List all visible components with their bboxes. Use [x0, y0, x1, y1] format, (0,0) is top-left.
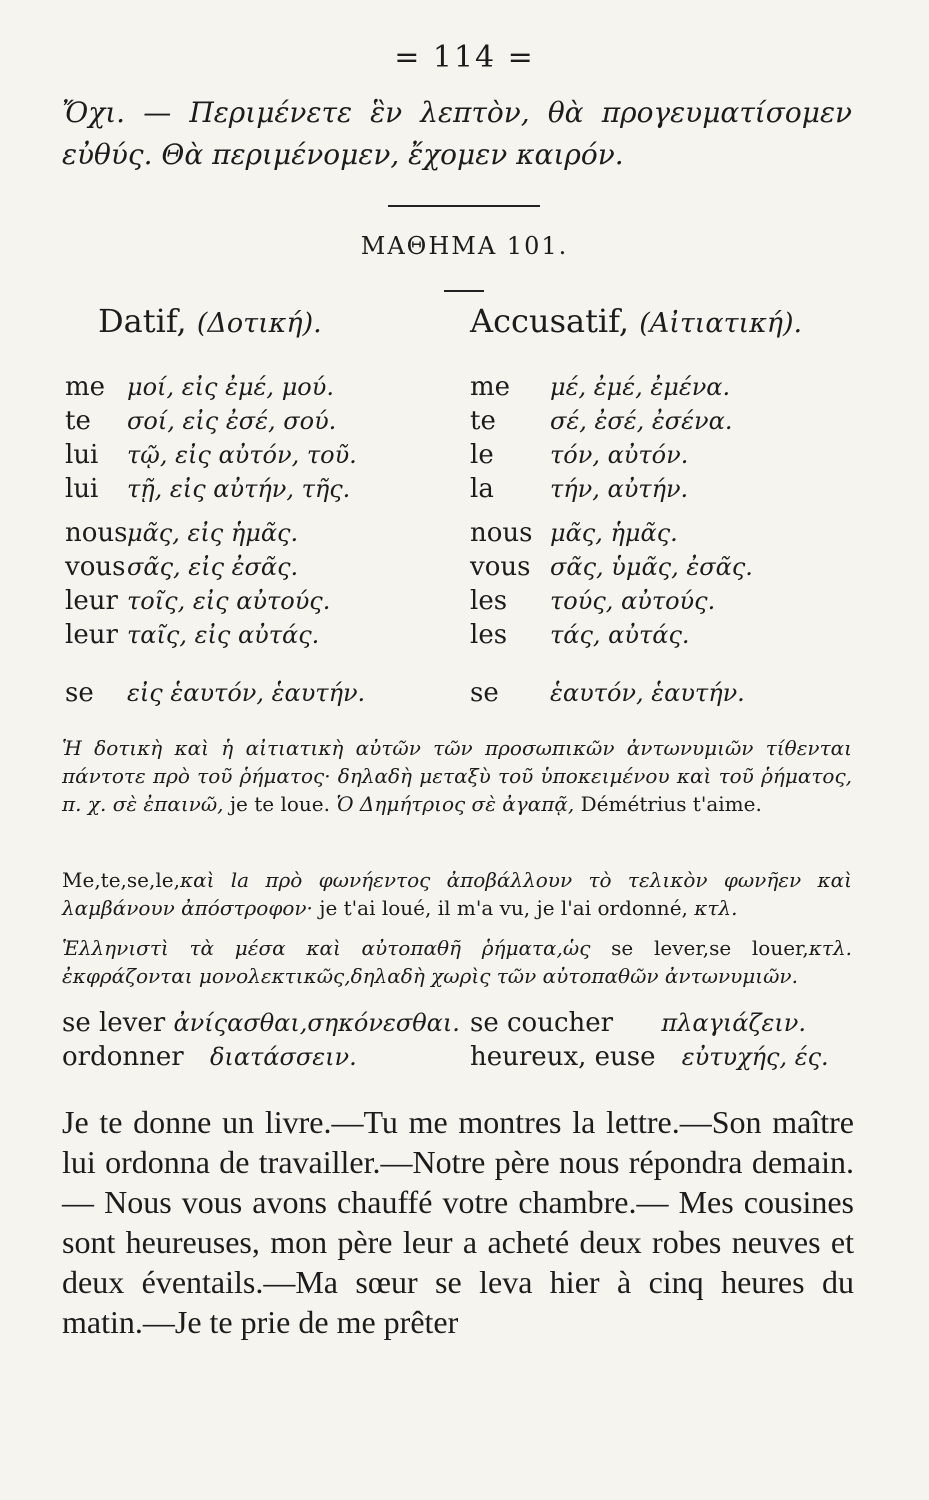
accusatif-fr: nous — [470, 518, 533, 548]
accusatif-fr: les — [470, 586, 508, 616]
datif-fr: se — [65, 678, 94, 708]
accusatif-gr: σᾶς, ὑμᾶς, ἐσᾶς. — [550, 553, 753, 581]
accusatif-gr: μέ, ἐμέ, ἐμένα. — [550, 373, 731, 401]
note3-greek-b: κτλ. ἐκφράζονται μονολεκτικῶς,δηλαδὴ χωρὶς τῶν αὐτοπαθῶν ἀντωνυμιῶν. — [62, 936, 852, 988]
datif-fr: lui — [65, 440, 99, 470]
datif-greek: (Δοτική). — [196, 308, 322, 339]
accusatif-gr: τούς, αὐτούς. — [550, 587, 716, 615]
datif-gr: μοί, εἰς ἐμέ, μού. — [127, 373, 334, 401]
grammar-note-2 — [62, 866, 852, 922]
datif-row — [65, 518, 298, 548]
note2-french-a: Me,te,se,le, — [62, 868, 180, 892]
exercise-text: Je te donne un livre.—Tu me montres la lettre.—Son maître lui ordonna de travailler.—Notre père nous répondra demain. — Nous vous avons chauffé votre chambre.— Mes cousines sont heureuses, mon père leur a acheté deux robes neuves et deux éventails.—Ma sœur se leva hier à cinq heures du matin.—Je te prie de me prêter — [62, 1104, 854, 1340]
note3-french-a: se lever,se louer, — [611, 936, 809, 960]
datif-fr: nous — [65, 518, 128, 548]
intro-dialogue: Ὄχι. — Περιμένετε ἓν λεπτὸν, θὰ προγευματίσομεν εὐθύς. Θὰ περιμένομεν, ἔχομεν καιρόν. — [62, 96, 852, 171]
vocab-gr: διατάσσειν. — [209, 1043, 357, 1071]
datif-row — [65, 406, 336, 436]
datif-fr: leur — [65, 586, 118, 616]
vocab-fr: heureux, euse — [470, 1042, 656, 1072]
accusatif-gr: τήν, αὐτήν. — [550, 475, 689, 503]
accusatif-row — [470, 440, 688, 470]
accusatif-row — [470, 586, 715, 616]
datif-header — [98, 302, 322, 340]
page-number: = 114 = — [394, 40, 535, 75]
accusatif-row — [470, 406, 732, 436]
grammar-note-1 — [62, 734, 852, 818]
vocab-gr: πλαγιάζειν. — [661, 1009, 807, 1037]
note3-greek-a: Ἑλληνιστὶ τὰ μέσα καὶ αὐτοπαθῆ ῥήματα,ὡς — [62, 936, 591, 960]
datif-gr: σοί, εἰς ἐσέ, σού. — [127, 407, 337, 435]
datif-row — [65, 474, 350, 504]
vocab-gr: εὐτυχής, ές. — [681, 1043, 829, 1071]
datif-row — [65, 440, 357, 470]
vocab-item — [470, 1008, 806, 1038]
accusatif-gr: μᾶς, ἡμᾶς. — [550, 519, 678, 547]
note1-french-a: je te loue. — [229, 792, 330, 816]
accusatif-row — [470, 474, 688, 504]
vocab-item — [62, 1008, 460, 1038]
datif-fr: vous — [65, 552, 126, 582]
accusatif-header — [470, 302, 802, 340]
vocab-item — [62, 1042, 357, 1072]
datif-gr: σᾶς, εἰς ἐσᾶς. — [127, 553, 299, 581]
accusatif-row — [470, 552, 753, 582]
accusatif-fr: les — [470, 620, 508, 650]
datif-row — [65, 678, 365, 708]
accusatif-label: Accusatif, — [470, 302, 630, 340]
short-rule — [444, 290, 484, 292]
vocab-item — [470, 1042, 829, 1072]
datif-gr: εἰς ἑαυτόν, ἑαυτήν. — [127, 679, 366, 707]
note1-greek-b: Ὁ Δημήτριος σὲ ἀγαπᾷ, — [336, 792, 575, 816]
vocab-fr: se coucher — [470, 1008, 614, 1038]
vocab-gr: ἀνίςασθαι,σηκόνεσθαι. — [173, 1009, 460, 1037]
accusatif-fr: la — [470, 474, 494, 504]
datif-fr: leur — [65, 620, 118, 650]
accusatif-row — [470, 518, 678, 548]
accusatif-fr: te — [470, 406, 496, 436]
separator-rule — [388, 205, 540, 207]
datif-fr: te — [65, 406, 91, 436]
datif-row — [65, 586, 330, 616]
accusatif-gr: τάς, αὐτάς. — [550, 621, 690, 649]
accusatif-fr: se — [470, 678, 499, 708]
accusatif-row — [470, 372, 730, 402]
datif-label: Datif, — [98, 302, 187, 340]
accusatif-row — [470, 620, 690, 650]
datif-gr: τῇ, εἰς αὐτήν, τῆς. — [127, 475, 351, 503]
note2-french-b: je t'ai loué, il m'a vu, je l'ai ordonné, — [319, 896, 688, 920]
accusatif-fr: le — [470, 440, 494, 470]
grammar-note-3 — [62, 934, 852, 990]
note1-greek-a: Ἡ δοτικὴ καὶ ἡ αἰτιατικὴ αὐτῶν τῶν προσωπικῶν ἀντωνυμιῶν τίθενται πάντοτε πρὸ τοῦ ῥήματος· δηλαδὴ μεταξὺ τοῦ ὑποκειμένου καὶ τοῦ ῥήματος, π. χ. σὲ ἐπαινῶ, — [62, 736, 852, 816]
accusatif-fr: me — [470, 372, 511, 402]
datif-fr: lui — [65, 474, 99, 504]
accusatif-fr: vous — [470, 552, 531, 582]
datif-row — [65, 620, 319, 650]
datif-gr: τοῖς, εἰς αὐτούς. — [127, 587, 331, 615]
accusatif-row — [470, 678, 745, 708]
datif-row — [65, 552, 298, 582]
note2-greek-b: κτλ. — [694, 896, 738, 920]
accusatif-gr: τόν, αὐτόν. — [550, 441, 689, 469]
note1-french-b: Démétrius t'aime. — [580, 792, 762, 816]
datif-row — [65, 372, 334, 402]
vocab-fr: ordonner — [62, 1042, 184, 1072]
lesson-title: ΜΑΘΗΜΑ 101. — [360, 232, 569, 260]
datif-gr: μᾶς, εἰς ἡμᾶς. — [127, 519, 299, 547]
accusatif-gr: σέ, ἐσέ, ἐσένα. — [550, 407, 733, 435]
datif-fr: me — [65, 372, 106, 402]
datif-gr: ταῖς, εἰς αὐτάς. — [127, 621, 320, 649]
note2-greek-a: καὶ la πρὸ φωνήεντος ἀποβάλλουν τὸ τελικὸν φωνῆεν καὶ λαμβάνουν ἀπόστροφον· — [62, 868, 852, 920]
accusatif-gr: ἑαυτόν, ἑαυτήν. — [550, 679, 745, 707]
datif-gr: τῷ, εἰς αὐτόν, τοῦ. — [127, 441, 357, 469]
vocab-fr: se lever — [62, 1008, 166, 1038]
accusatif-greek: (Αἰτιατική). — [639, 308, 803, 339]
